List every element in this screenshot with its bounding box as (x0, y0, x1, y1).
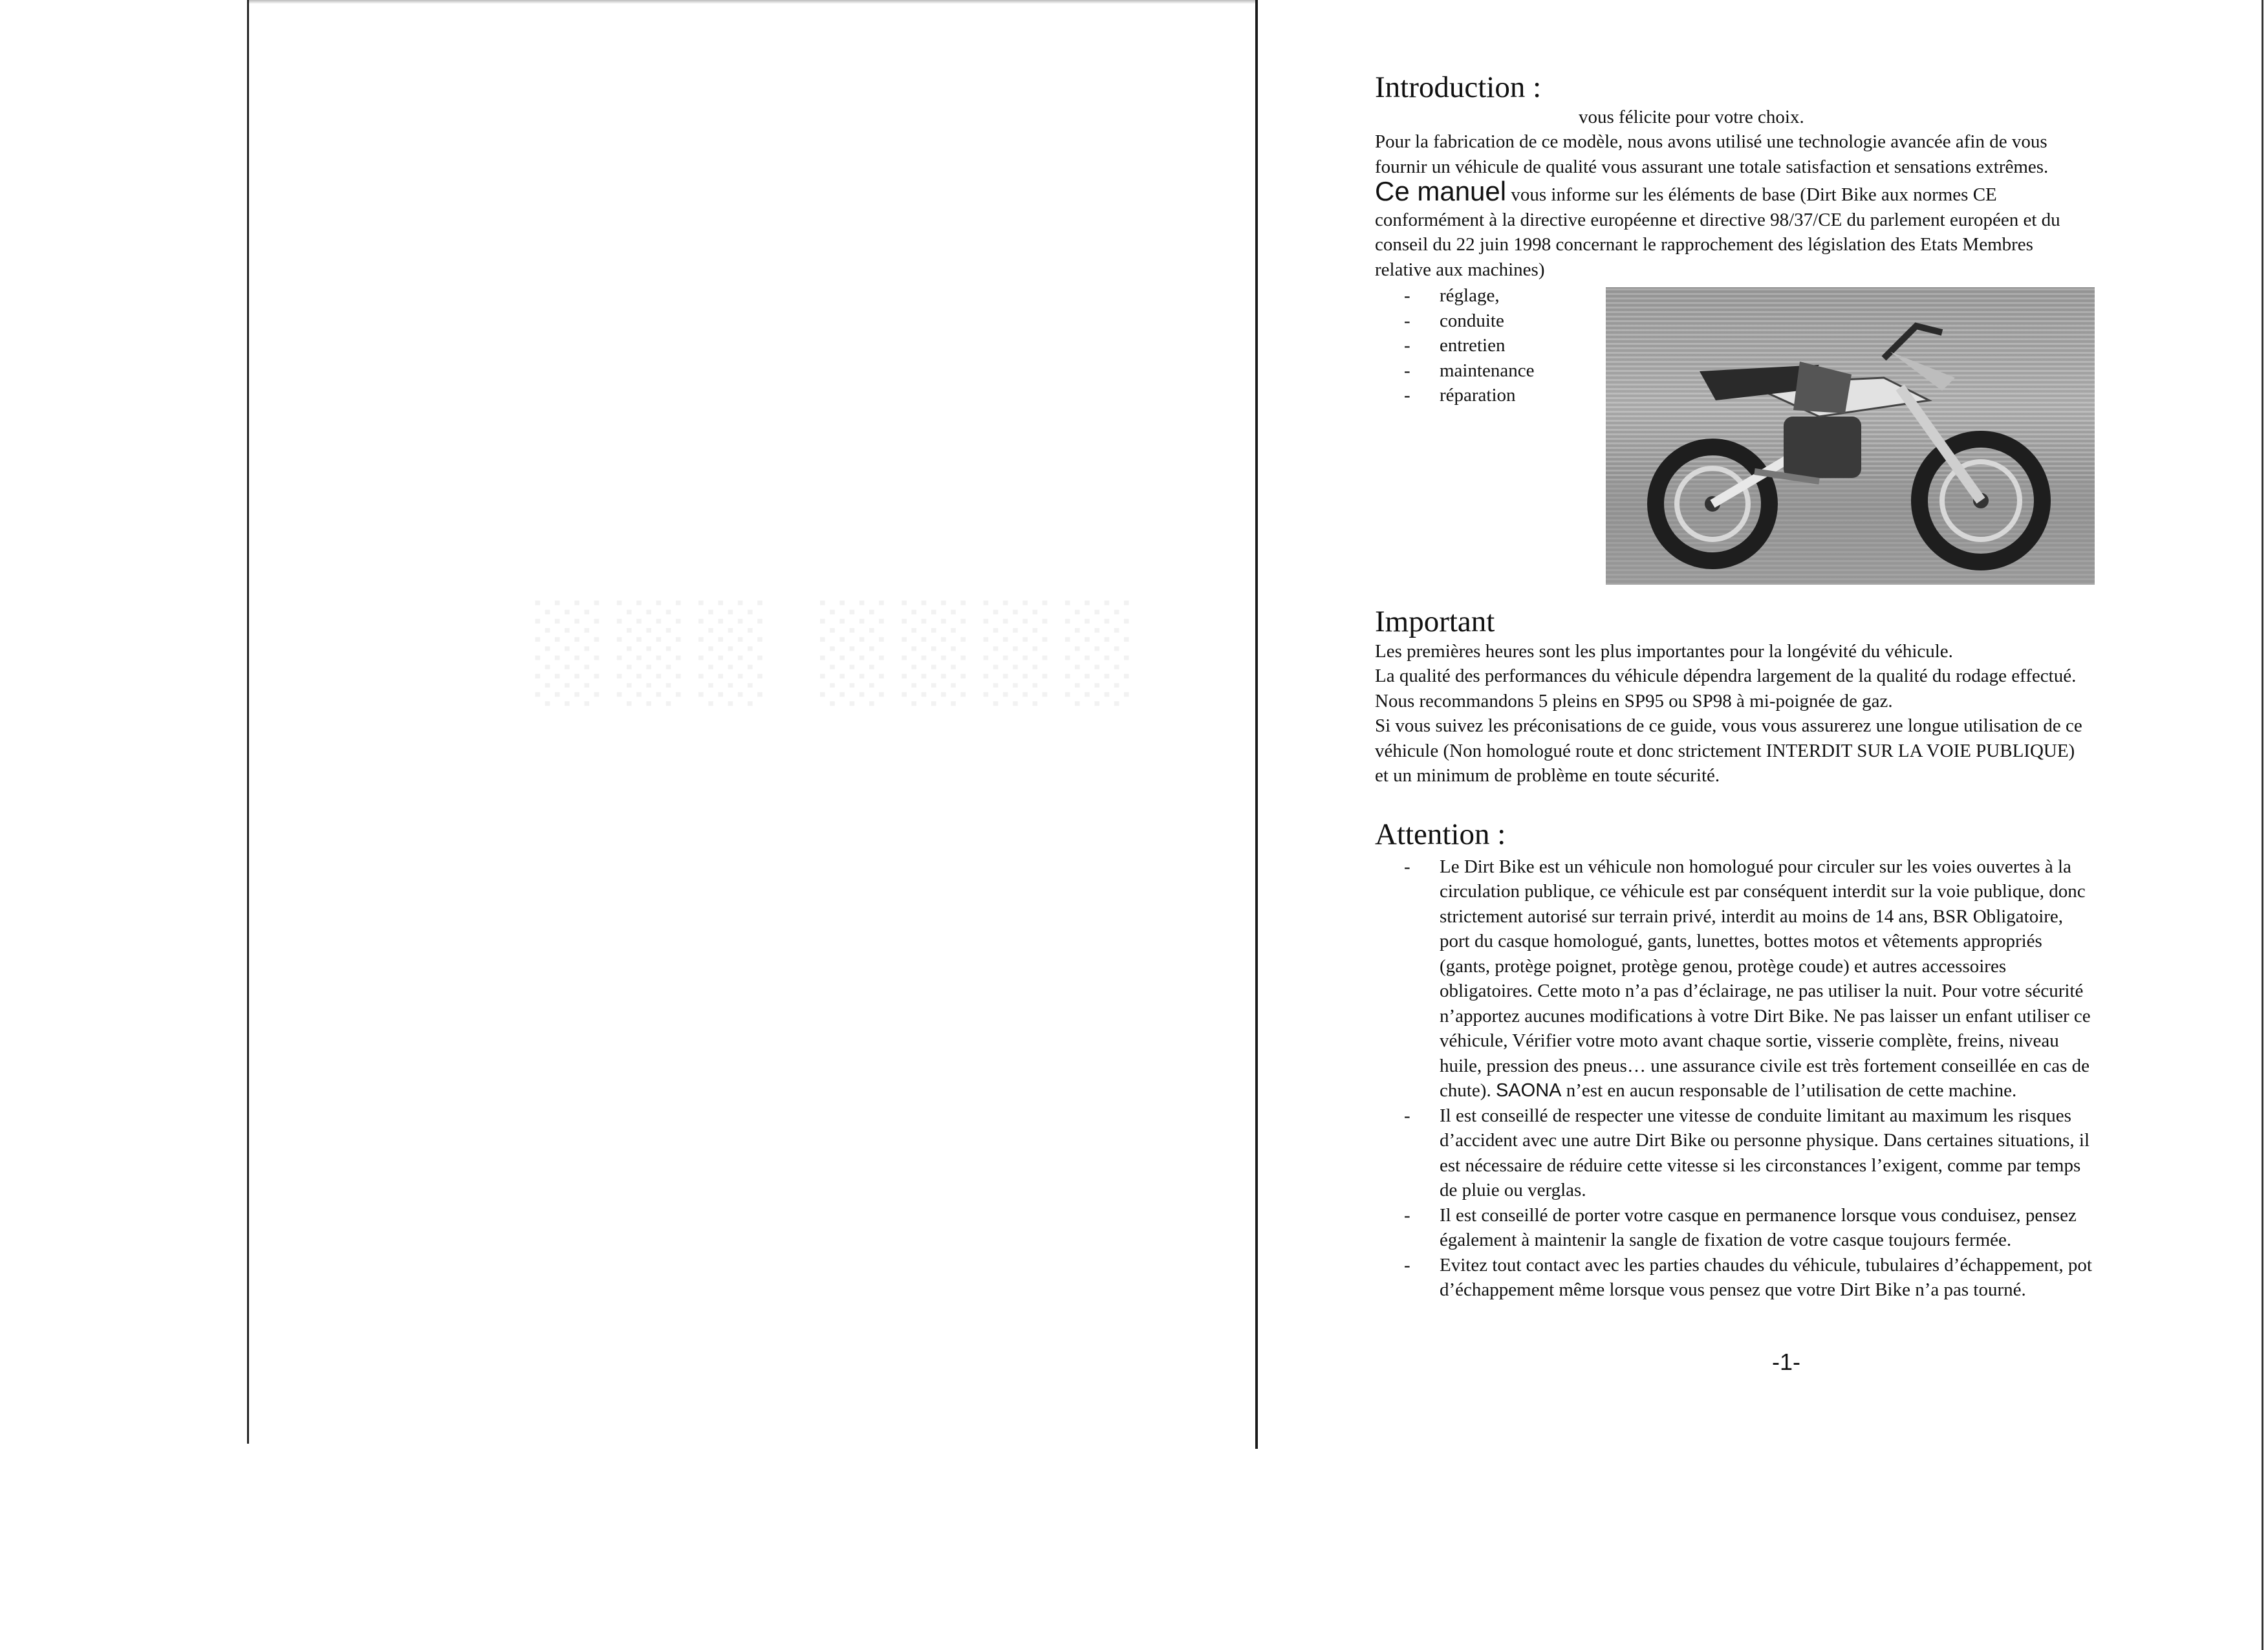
list-item: - Le Dirt Bike est un véhicule non homologué pour circuler sur les voies ouvertes à la circulation publique, ce véhicule est par conséquent interdit sur la voie publique, donc strictement autorisé sur terrain privé, interdit au moins de 14 ans, BSR Obligatoire, port du casque homologué, gants, lunettes, bottes motos et vêtements appropriés (gants, protège poignet, protège genou, protège coude) et autres accessoires obligatoires. Cette moto n’a pas d’éclairage, ne pas utiliser la nuit. Pour votre sécurité n’apportez aucunes modifications à votre Dirt Bike. Ne pas laisser un enfant utiliser ce véhicule, Vérifier votre moto avant chaque sortie, visserie complète, freins, niveau huile, pression des pneus… une assurance civile est très fortement conseillée en cas de chute). SAONA n’est en aucun responsable de l’utilisation de cette machine. (1404, 856, 2091, 1102)
intro-para2-line2: conformément à la directive européenne et directive 98/37/CE du parlement européen et du (1375, 209, 2060, 230)
intro-para2-line3: conseil du 22 juin 1998 concernant le rapprochement des législation des Etats Membres (1375, 234, 2033, 255)
page-number: -1- (1772, 1349, 1800, 1375)
left-binding-line (247, 0, 249, 1444)
important-section (1375, 605, 2209, 788)
topics-and-photo (1375, 283, 2209, 592)
topics-list (1404, 283, 1535, 408)
introduction-heading: Introduction : (1375, 71, 1542, 104)
intro-para2-line4: relative aux machines) (1375, 259, 1545, 280)
right-edge-line (2262, 0, 2263, 1650)
attention-section (1375, 818, 2209, 1303)
important-line: Nous recommandons 5 pleins en SP95 ou SP98 à mi-poignée de gaz. (1375, 690, 1893, 711)
introduction-section (1375, 71, 2209, 592)
list-item: - entretien (1404, 335, 1506, 356)
brand-name: SAONA (1495, 1080, 1562, 1102)
attention-heading: Attention : (1375, 817, 1506, 851)
list-item: - Il est conseillé de porter votre casque en permanence lorsque vous conduisez, pensez également à maintenir la sangle de fixation de votre casque toujours fermée. (1404, 1204, 2077, 1251)
list-item: - Evitez tout contact avec les parties chaudes du véhicule, tubulaires d’échappement, pot d’échappement même lorsque vous pensez que votre Dirt Bike n’a pas tourné. (1404, 1254, 2092, 1301)
important-line: La qualité des performances du véhicule dépendra largement de la qualité du rodage effectué. (1375, 666, 2077, 687)
center-fold-line (1255, 0, 1258, 1449)
attention-list (1375, 854, 2209, 1303)
important-line: Si vous suivez les préconisations de ce guide, vous vous assurerez une longue utilisation de ce (1375, 715, 2082, 737)
intro-para2-line1 (1375, 176, 2209, 208)
dirt-bike-illustration (1606, 287, 2095, 585)
dirt-bike-photo (1606, 287, 2095, 585)
list-item: - réparation (1404, 385, 1516, 406)
list-item: - conduite (1404, 310, 1504, 331)
intro-felicite-line: vous félicite pour votre choix. (1579, 106, 1804, 127)
important-line: Les premières heures sont les plus importantes pour la longévité du véhicule. (1375, 640, 1953, 662)
important-heading: Important (1375, 605, 1495, 639)
list-item: - maintenance (1404, 360, 1535, 381)
important-line: véhicule (Non homologué route et donc strictement INTERDIT SUR LA VOIE PUBLIQUE) (1375, 740, 2075, 761)
manual-page-right (1375, 71, 2209, 1303)
ce-manuel-label: Ce manuel (1375, 176, 1507, 207)
intro-para1-line1: Pour la fabrication de ce modèle, nous avons utilisé une technologie avancée afin de vous (1375, 131, 2047, 153)
intro-para2-line1-text: vous informe sur les éléments de base (Dirt Bike aux normes CE (1506, 184, 1997, 206)
important-line: et un minimum de problème en toute sécurité. (1375, 765, 1720, 787)
bleed-through-ghost: ░░░ ░░░░ (530, 593, 1142, 702)
list-item: - réglage, (1404, 285, 1500, 307)
intro-para1-line2: fournir un véhicule de qualité vous assurant une totale satisfaction et sensations extrêmes. (1375, 156, 2049, 177)
list-item: - Il est conseillé de respecter une vitesse de conduite limitant au maximum les risques d’accident avec une autre Dirt Bike ou personne physique. Dans certaines situations, il est nécessaire de réduire cette vitesse si les circonstances l’exigent, comme par temps de pluie ou verglas. (1404, 1105, 2090, 1201)
scan-top-shadow (249, 0, 1255, 4)
